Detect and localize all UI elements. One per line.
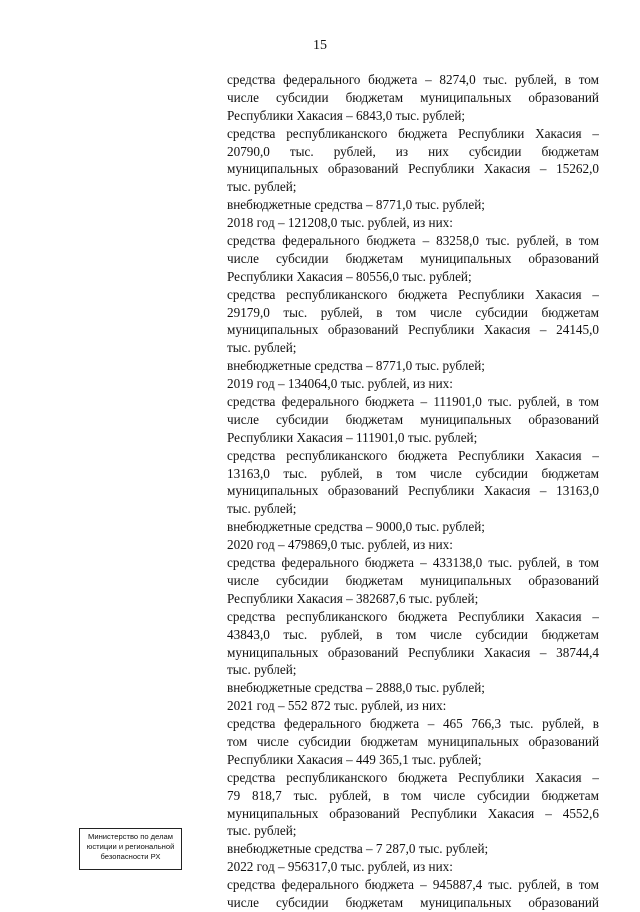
text-line: 13163,0 тыс. рублей, в том числе субсидии бюджетам [227, 465, 599, 481]
text-line: числе субсидии бюджетам муниципальных образований [227, 572, 599, 588]
text-line: Республики Хакасия – 111901,0 тыс. рублей; [227, 429, 478, 445]
text-line: муниципальных образований Республики Хакасия – 4552,6 [227, 805, 599, 821]
text-line: средства республиканского бюджета Республики Хакасия – [227, 286, 599, 302]
text-line: 2018 год – 121208,0 тыс. рублей, из них: [227, 215, 453, 231]
text-line: внебюджетные средства – 8771,0 тыс. рублей; [227, 358, 485, 374]
page-number: 15 [313, 38, 327, 53]
text-line: 29179,0 тыс. рублей, в том числе субсидии бюджетам [227, 304, 599, 320]
text-line: средства федерального бюджета – 433138,0 тыс. рублей, в том [227, 555, 599, 571]
stamp-line-3: безопасности РХ [100, 852, 161, 861]
text-line: тыс. рублей; [227, 662, 297, 678]
stamp-line-2: юстиции и региональной [86, 842, 175, 851]
text-line: муниципальных образований Республики Хакасия – 38744,4 [227, 644, 599, 660]
text-line: внебюджетные средства – 8771,0 тыс. рублей; [227, 197, 485, 213]
text-line: средства республиканского бюджета Республики Хакасия – [227, 769, 599, 785]
text-line: Республики Хакасия – 449 365,1 тыс. рублей; [227, 751, 482, 767]
text-line: внебюджетные средства – 9000,0 тыс. рублей; [227, 519, 485, 535]
text-line: числе субсидии бюджетам муниципальных образований [227, 894, 599, 910]
text-line: Республики Хакасия – 382687,6 тыс. рублей; [227, 590, 479, 606]
text-line: средства республиканского бюджета Республики Хакасия – [227, 608, 599, 624]
text-line: средства федерального бюджета – 111901,0 тыс. рублей, в том [227, 394, 599, 410]
text-line: внебюджетные средства – 7 287,0 тыс. рублей; [227, 841, 489, 857]
text-line: средства республиканского бюджета Республики Хакасия – [227, 125, 599, 141]
text-line: числе субсидии бюджетам муниципальных образований [227, 89, 599, 105]
document-body [227, 71, 599, 912]
text-line: 20790,0 тыс. рублей, из них субсидии бюджетам [227, 143, 599, 159]
text-line: средства республиканского бюджета Республики Хакасия – [227, 447, 599, 463]
text-line: 43843,0 тыс. рублей, в том числе субсидии бюджетам [227, 626, 599, 642]
text-line: числе субсидии бюджетам муниципальных образований [227, 411, 599, 427]
text-line: 2020 год – 479869,0 тыс. рублей, из них: [227, 537, 453, 553]
text-line: 2021 год – 552 872 тыс. рублей, из них: [227, 698, 447, 714]
text-line: Республики Хакасия – 6843,0 тыс. рублей; [227, 107, 466, 123]
text-line: тыс. рублей; [227, 501, 297, 517]
text-line: тыс. рублей; [227, 179, 297, 195]
text-line: муниципальных образований Республики Хакасия – 13163,0 [227, 483, 599, 499]
text-line: 2019 год – 134064,0 тыс. рублей, из них: [227, 376, 453, 392]
text-line: муниципальных образований Республики Хакасия – 24145,0 [227, 322, 599, 338]
text-line: тыс. рублей; [227, 340, 297, 356]
text-line: 2022 год – 956317,0 тыс. рублей, из них: [227, 859, 453, 875]
text-line: числе субсидии бюджетам муниципальных образований [227, 250, 599, 266]
text-line: внебюджетные средства – 2888,0 тыс. рублей; [227, 680, 485, 696]
text-line: средства федерального бюджета – 465 766,3 тыс. рублей, в [227, 716, 599, 732]
stamp-line-1: Министерство по делам [88, 832, 173, 841]
registration-stamp [79, 828, 182, 870]
text-line: средства федерального бюджета – 8274,0 тыс. рублей, в том [227, 72, 599, 87]
text-line: Республики Хакасия – 80556,0 тыс. рублей; [227, 268, 472, 284]
text-line: том числе субсидии бюджетам муниципальных образований [227, 733, 599, 749]
text-line: средства федерального бюджета – 83258,0 тыс. рублей, в том [227, 233, 599, 249]
text-line: средства федерального бюджета – 945887,4 тыс. рублей, в том [227, 877, 599, 893]
text-line: тыс. рублей; [227, 823, 297, 839]
text-line: муниципальных образований Республики Хакасия – 15262,0 [227, 161, 599, 177]
text-line: 79 818,7 тыс. рублей, в том числе субсидии бюджетам [227, 787, 599, 803]
